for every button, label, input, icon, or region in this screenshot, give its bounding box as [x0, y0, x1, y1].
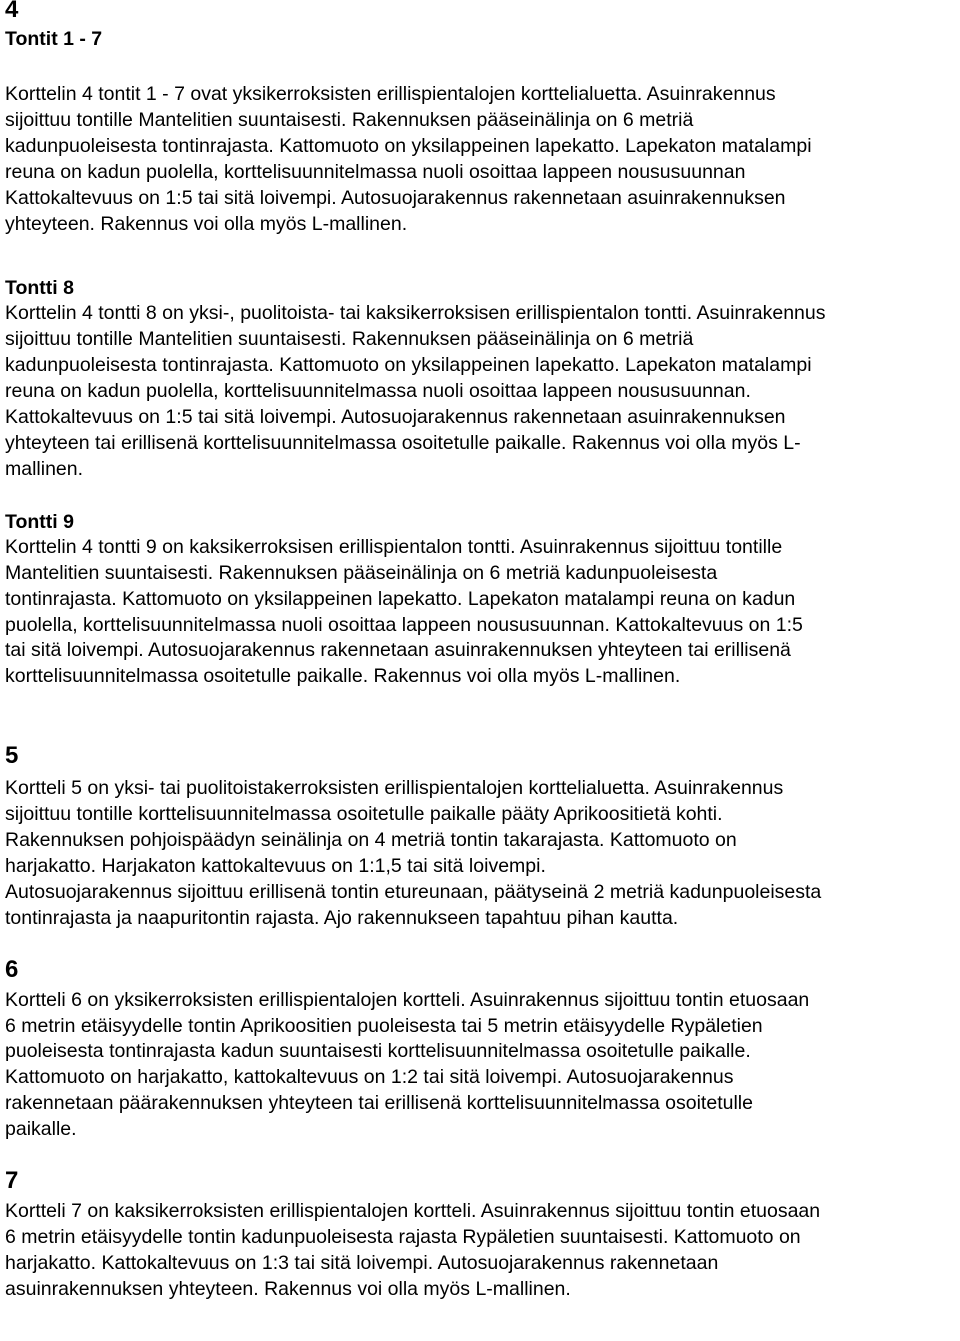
section-heading: 7 — [5, 1167, 19, 1195]
paragraph — [5, 1199, 960, 1303]
text-line: asuinrakennuksen yhteyteen. Rakennus voi olla myös L-mallinen. — [5, 1277, 571, 1300]
text-line: harjakatto. Kattokaltevuus on 1:3 tai sitä loivempi. Autosuojarakennus rakennetaan — [5, 1251, 719, 1274]
text-line: 6 metrin etäisyydelle tontin kadunpuoleisesta rajasta Rypäletien suuntaisesti. Kattomuoto on — [5, 1226, 801, 1248]
text-line: Korttelin 4 tontti 8 on yksi-, puolitoista- tai kaksikerroksisen erillispientalon tontti. Asuinrakennus — [5, 302, 826, 325]
subsection-title: Tontti 9 — [5, 510, 74, 533]
text-line: korttelisuunnitelmassa osoitetulle paikalle. Rakennus voi olla myös L-mallinen. — [5, 665, 681, 688]
text-line: yhteyteen tai erillisenä korttelisuunnitelmassa osoitetulle paikalle. Rakennus voi olla myös L- — [5, 431, 801, 454]
text-line: sijoittuu tontille korttelisuunnitelmassa osoitetulle paikalle pääty Aprikoositietä kohti. — [5, 803, 723, 826]
text-line: sijoittuu tontille Mantelitien suuntaisesti. Rakennuksen pääseinälinja on 6 metriä — [5, 328, 694, 351]
section-heading: 6 — [5, 955, 19, 983]
document-page — [5, 0, 960, 1303]
text-line: sijoittuu tontille Mantelitien suuntaisesti. Rakennuksen pääseinälinja on 6 metriä — [5, 108, 694, 131]
text-line: Mantelitien suuntaisesti. Rakennuksen pääseinälinja on 6 metriä kadunpuoleisesta — [5, 561, 718, 584]
text-line: Kattokaltevuus on 1:5 tai sitä loivempi. Autosuojarakennus rakennetaan asuinrakennuksen — [5, 406, 786, 429]
text-line: harjakatto. Harjakaton kattokaltevuus on 1:1,5 tai sitä loivempi. — [5, 854, 546, 877]
text-line: tai sitä loivempi. Autosuojarakennus rakennetaan asuinrakennuksen yhteyteen tai erillisenä — [5, 639, 791, 662]
paragraph — [5, 82, 960, 237]
text-line: Kortteli 5 on yksi- tai puolitoistakerroksisten erillispientalojen korttelialuetta. Asuinrakennus — [5, 777, 784, 800]
text-line: kadunpuoleisesta tontinrajasta. Kattomuoto on yksilappeinen lapekatto. Lapekaton matalampi — [5, 354, 812, 377]
text-line: kadunpuoleisesta tontinrajasta. Kattomuoto on yksilappeinen lapekatto. Lapekaton matalampi — [5, 134, 812, 157]
section-heading: 4 — [5, 0, 19, 23]
section-heading: 5 — [5, 742, 19, 770]
text-line: Rakennuksen pohjoispäädyn seinälinja on 4 metriä tontin takarajasta. Kattomuoto on — [5, 829, 737, 852]
text-line: tontinrajasta ja naapuritontin rajasta. Ajo rakennukseen tapahtuu pihan kautta. — [5, 906, 679, 929]
section-4 — [5, 0, 960, 690]
text-line: Korttelin 4 tontti 9 on kaksikerroksisen erillispientalon tontti. Asuinrakennus sijoittuu tontille — [5, 535, 783, 558]
text-line: Korttelin 4 tontit 1 - 7 ovat yksikerroksisten erillispientalojen korttelialuetta. Asuinrakennus — [5, 83, 776, 105]
text-line: 6 metrin etäisyydelle tontin Aprikoositien puoleisesta tai 5 metrin etäisyydelle Rypäletien — [5, 1014, 763, 1037]
paragraph — [5, 988, 960, 1143]
text-line: Autosuojarakennus sijoittuu erillisenä tontin etureunaan, päätyseinä 2 metriä kadunpuoleisesta — [5, 880, 822, 903]
text-line: rakennetaan päärakennuksen yhteyteen tai erillisenä korttelisuunnitelmassa osoitetulle — [5, 1092, 753, 1115]
section-6 — [5, 956, 960, 1143]
text-line: reuna on kadun puolella, korttelisuunnitelmassa nuoli osoittaa lappeen noususuunnan. — [5, 380, 751, 403]
section-7 — [5, 1167, 960, 1303]
section-5 — [5, 742, 960, 931]
text-line: Kattomuoto on harjakatto, kattokaltevuus on 1:2 tai sitä loivempi. Autosuojarakennus — [5, 1066, 734, 1089]
paragraph — [5, 301, 960, 482]
paragraph — [5, 535, 960, 690]
subsection-title: Tontti 8 — [5, 277, 74, 300]
text-line: puoleisesta tontinrajasta kadun suuntaisesti korttelisuunnitelmassa osoitetulle paikalle. — [5, 1040, 751, 1063]
subsection-title: Tontit 1 - 7 — [5, 28, 103, 50]
paragraph — [5, 776, 960, 931]
text-line: Kortteli 6 on yksikerroksisten erillispientalojen kortteli. Asuinrakennus sijoittuu tontin etuosaan — [5, 988, 810, 1011]
text-line: yhteyteen. Rakennus voi olla myös L-mallinen. — [5, 212, 408, 235]
text-line: Kattokaltevuus on 1:5 tai sitä loivempi. Autosuojarakennus rakennetaan asuinrakennuksen — [5, 186, 786, 209]
text-line: puolella, korttelisuunnitelmassa nuoli osoittaa lappeen noususuunnan. Kattokaltevuus on 1:5 — [5, 613, 803, 636]
text-line: tontinrajasta. Kattomuoto on yksilappeinen lapekatto. Lapekaton matalampi reuna on kadun — [5, 587, 796, 610]
text-line: Kortteli 7 on kaksikerroksisten erillispientalojen kortteli. Asuinrakennus sijoittuu tontin etuosaan — [5, 1200, 821, 1223]
text-line: paikalle. — [5, 1118, 77, 1141]
text-line: reuna on kadun puolella, korttelisuunnitelmassa nuoli osoittaa lappeen noususuunnan — [5, 160, 746, 183]
text-line: mallinen. — [5, 457, 84, 480]
